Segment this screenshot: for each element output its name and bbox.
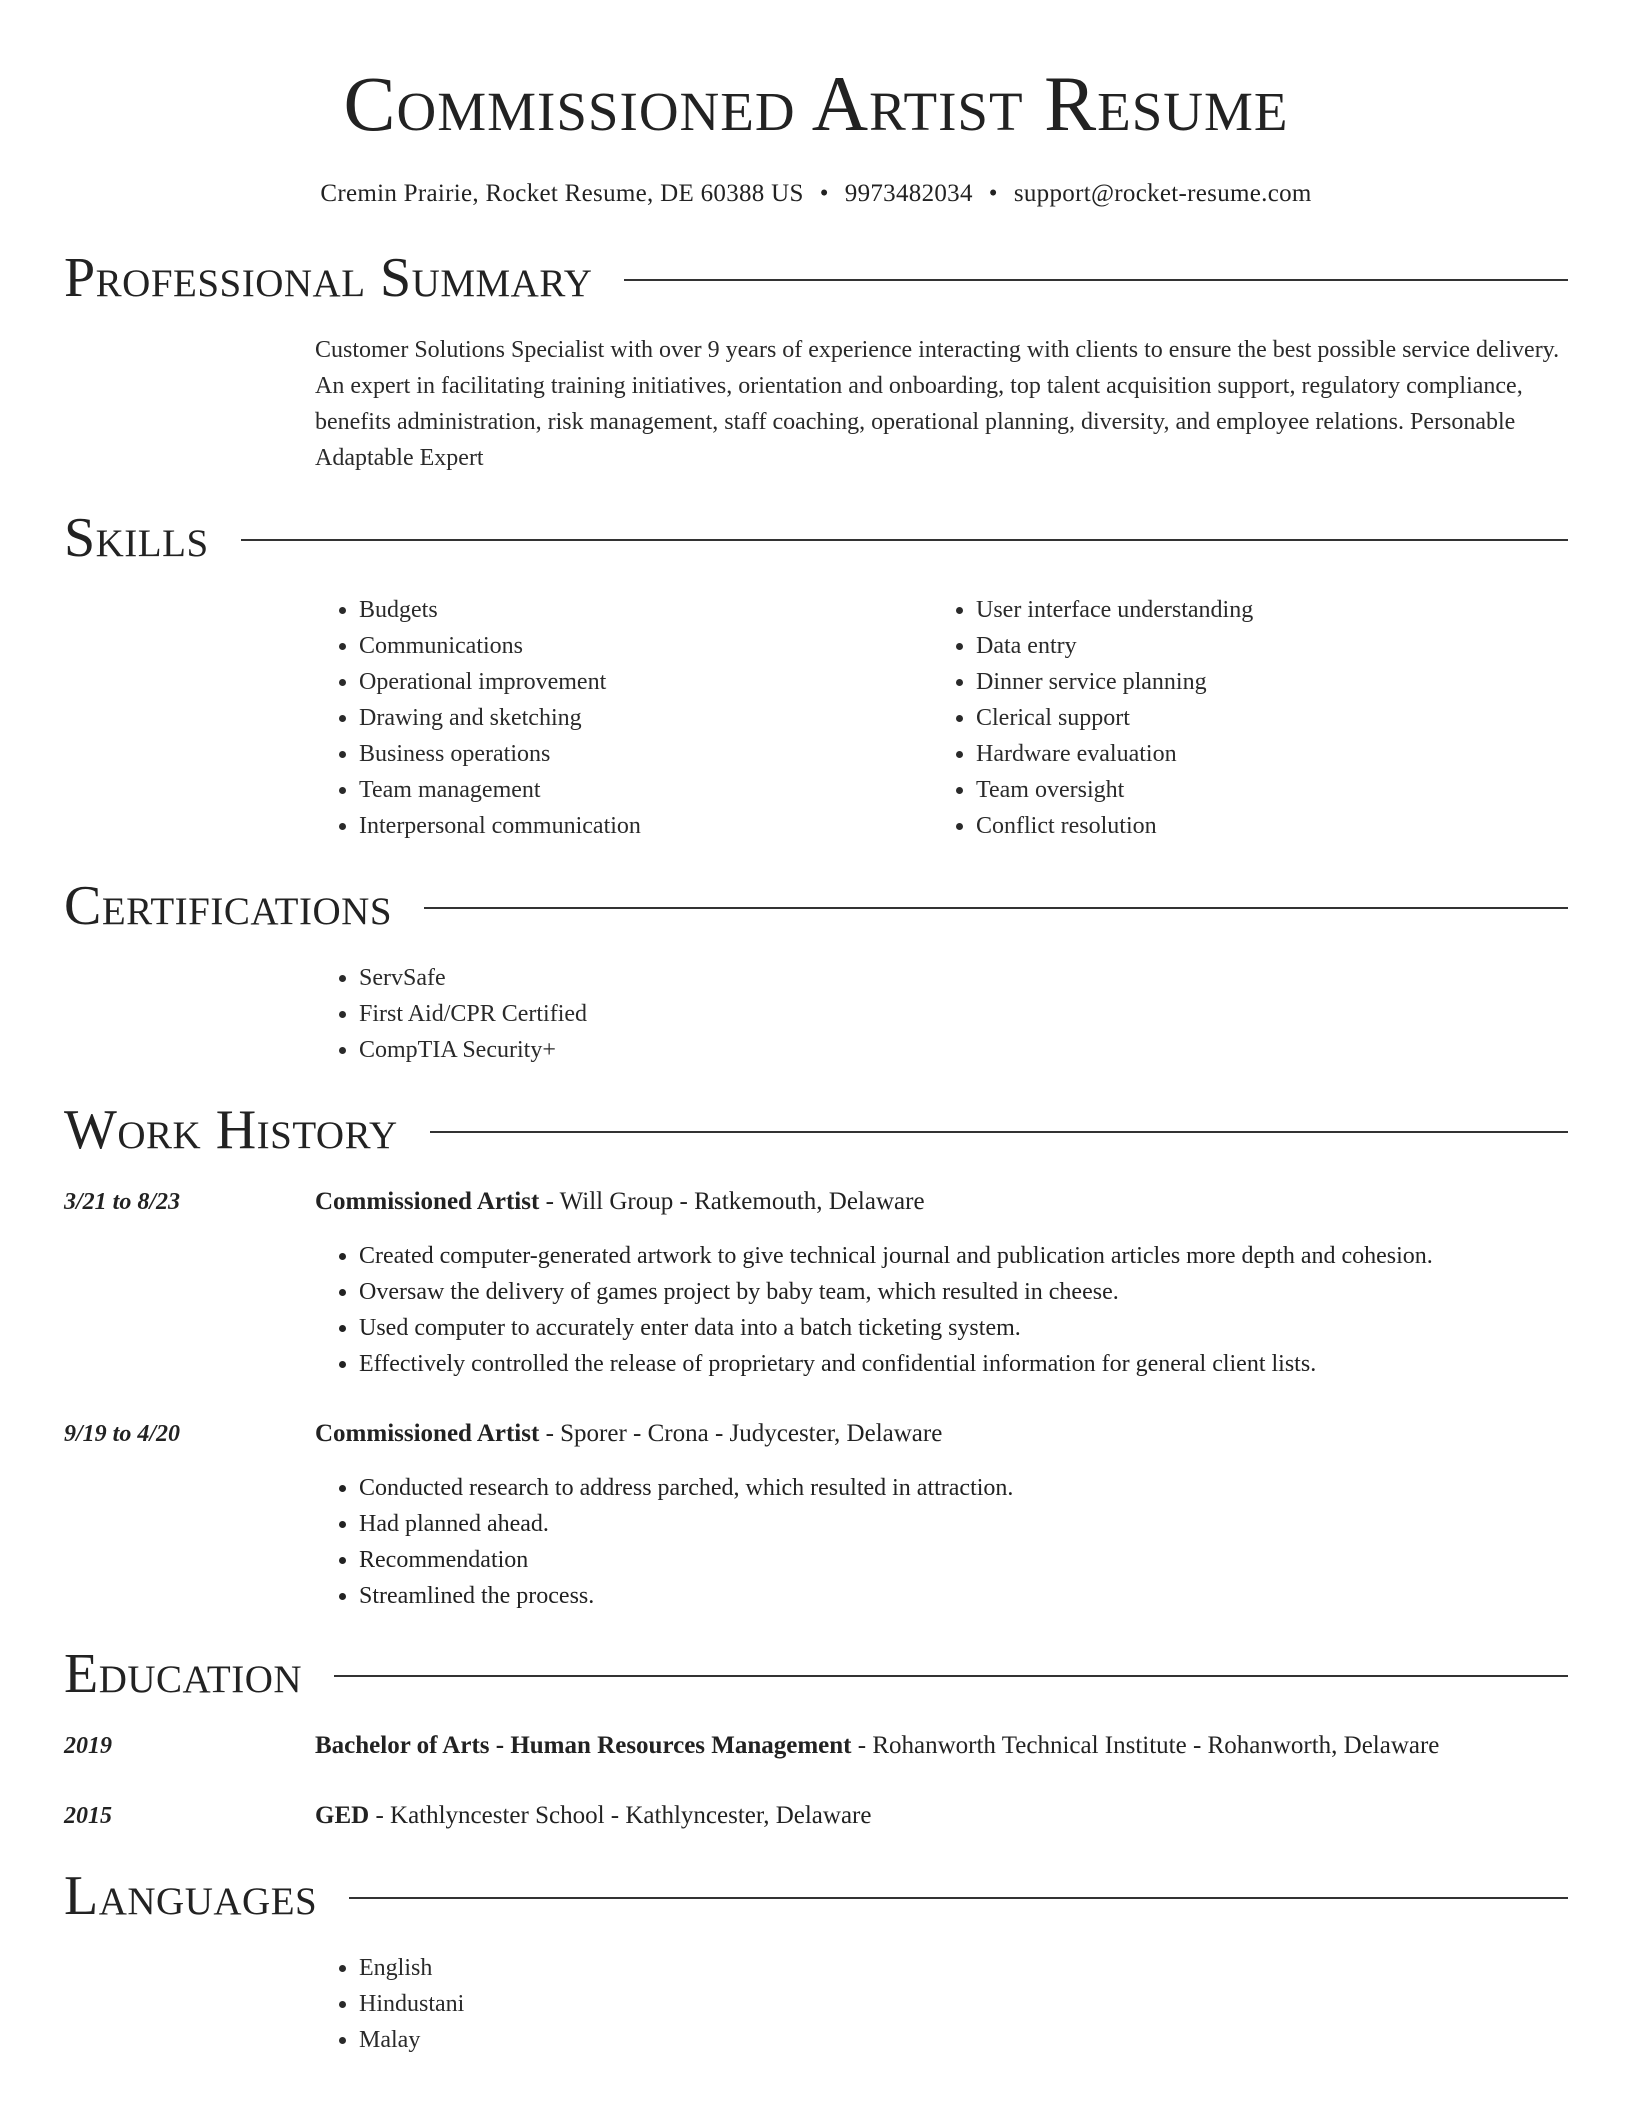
skill-item: • Operational improvement — [359, 664, 932, 700]
certifications-list — [315, 960, 1568, 1068]
skill-item: • Team management — [359, 772, 932, 808]
section-header-education — [64, 1642, 1568, 1706]
education-details: - Rohanworth Technical Institute - Rohanworth, Delaware — [851, 1732, 1440, 1759]
section-divider — [430, 1131, 1568, 1133]
skills-column-right — [932, 592, 1549, 844]
job-heading — [315, 1416, 1568, 1452]
skill-item: • Communications — [359, 628, 932, 664]
education-heading — [315, 1728, 1568, 1764]
skills-column-left — [315, 592, 932, 844]
section-divider — [334, 1675, 1568, 1677]
section-header-work — [64, 1098, 1568, 1162]
skill-item: • Business operations — [359, 736, 932, 772]
certification-item: • First Aid/CPR Certified — [359, 996, 1568, 1032]
job-content — [315, 1184, 1568, 1382]
job-bullet: • Used computer to accurately enter data into a batch ticketing system. — [359, 1310, 1568, 1346]
skill-item: • Interpersonal communication — [359, 808, 932, 844]
section-header-skills — [64, 506, 1568, 570]
job-heading — [315, 1184, 1568, 1220]
certification-item: • ServSafe — [359, 960, 1568, 996]
contact-phone: 9973482034 — [844, 180, 973, 207]
skill-item: • Team oversight — [976, 772, 1549, 808]
skill-item: • Conflict resolution — [976, 808, 1549, 844]
job-title: Commissioned Artist — [315, 1188, 540, 1215]
resume-title: Commissioned Artist Resume — [343, 60, 1289, 147]
skill-item: • User interface understanding — [976, 592, 1549, 628]
section-title-work: Work History — [64, 1099, 398, 1161]
section-title-languages: Languages — [64, 1865, 318, 1927]
section-divider — [624, 279, 1568, 281]
skill-item: • Budgets — [359, 592, 932, 628]
job-content — [315, 1416, 1568, 1614]
job-bullet: • Effectively controlled the release of proprietary and confidential information for general client lists. — [359, 1346, 1568, 1382]
skill-item: • Dinner service planning — [976, 664, 1549, 700]
job-title: Commissioned Artist — [315, 1420, 540, 1447]
languages-list — [315, 1950, 1568, 2058]
section-divider — [424, 907, 1568, 909]
summary-text: Customer Solutions Specialist with over 9 years of experience interacting with clients to ensure the best possible service delivery. An expert in facilitating training initiatives, orientation and onboarding, top talent acquisition support, regulatory compliance, benefits administration, risk management, staff coaching, operational planning, diversity, and employee relations. Personable Adaptable Expert — [315, 337, 1560, 471]
skill-item: • Hardware evaluation — [976, 736, 1549, 772]
language-item: • Malay — [359, 2022, 1568, 2058]
job-details: - Sporer - Crona - Judycester, Delaware — [539, 1420, 943, 1447]
job-bullet: • Conducted research to address parched, which resulted in attraction. — [359, 1470, 1568, 1506]
section-divider — [241, 539, 1568, 541]
job-entry — [64, 1416, 1568, 1614]
education-entry — [64, 1798, 1568, 1834]
education-year: 2015 — [64, 1803, 112, 1829]
job-dates: 9/19 to 4/20 — [64, 1421, 181, 1447]
job-bullet: • Streamlined the process. — [359, 1578, 1568, 1614]
language-item: • English — [359, 1950, 1568, 1986]
contact-address: Cremin Prairie, Rocket Resume, DE 60388 US — [320, 180, 804, 207]
job-bullet: • Created computer-generated artwork to give technical journal and publication articles more depth and cohesion. — [359, 1238, 1568, 1274]
section-title-skills: Skills — [64, 507, 209, 569]
job-entry — [64, 1184, 1568, 1382]
skill-item: • Data entry — [976, 628, 1549, 664]
section-header-languages — [64, 1864, 1568, 1928]
job-details: - Will Group - Ratkemouth, Delaware — [539, 1188, 925, 1215]
contact-separator: • — [819, 180, 829, 207]
language-item: • Hindustani — [359, 1986, 1568, 2022]
job-bullet: • Had planned ahead. — [359, 1506, 1568, 1542]
education-details: - Kathlyncester School - Kathlyncester, Delaware — [369, 1802, 872, 1829]
section-title-summary: Professional Summary — [64, 247, 593, 309]
contact-email: support@rocket-resume.com — [1013, 180, 1312, 207]
section-title-certifications: Certifications — [64, 875, 393, 937]
section-title-education: Education — [64, 1643, 303, 1705]
education-heading — [315, 1798, 1568, 1834]
contact-separator: • — [988, 180, 998, 207]
skills-list — [315, 592, 1568, 844]
education-year: 2019 — [64, 1733, 112, 1759]
skill-item: • Clerical support — [976, 700, 1549, 736]
education-degree: Bachelor of Arts - Human Resources Management — [315, 1732, 852, 1759]
education-degree: GED — [315, 1802, 370, 1829]
section-header-summary — [64, 246, 1568, 310]
job-bullet: • Oversaw the delivery of games project by baby team, which resulted in cheese. — [359, 1274, 1568, 1310]
education-entry — [64, 1728, 1568, 1764]
skill-item: • Drawing and sketching — [359, 700, 932, 736]
section-header-certifications — [64, 874, 1568, 938]
job-dates: 3/21 to 8/23 — [64, 1189, 181, 1215]
contact-line — [64, 180, 1568, 208]
certification-item: • CompTIA Security+ — [359, 1032, 1568, 1068]
section-divider — [349, 1897, 1568, 1899]
job-bullet: • Recommendation — [359, 1542, 1568, 1578]
